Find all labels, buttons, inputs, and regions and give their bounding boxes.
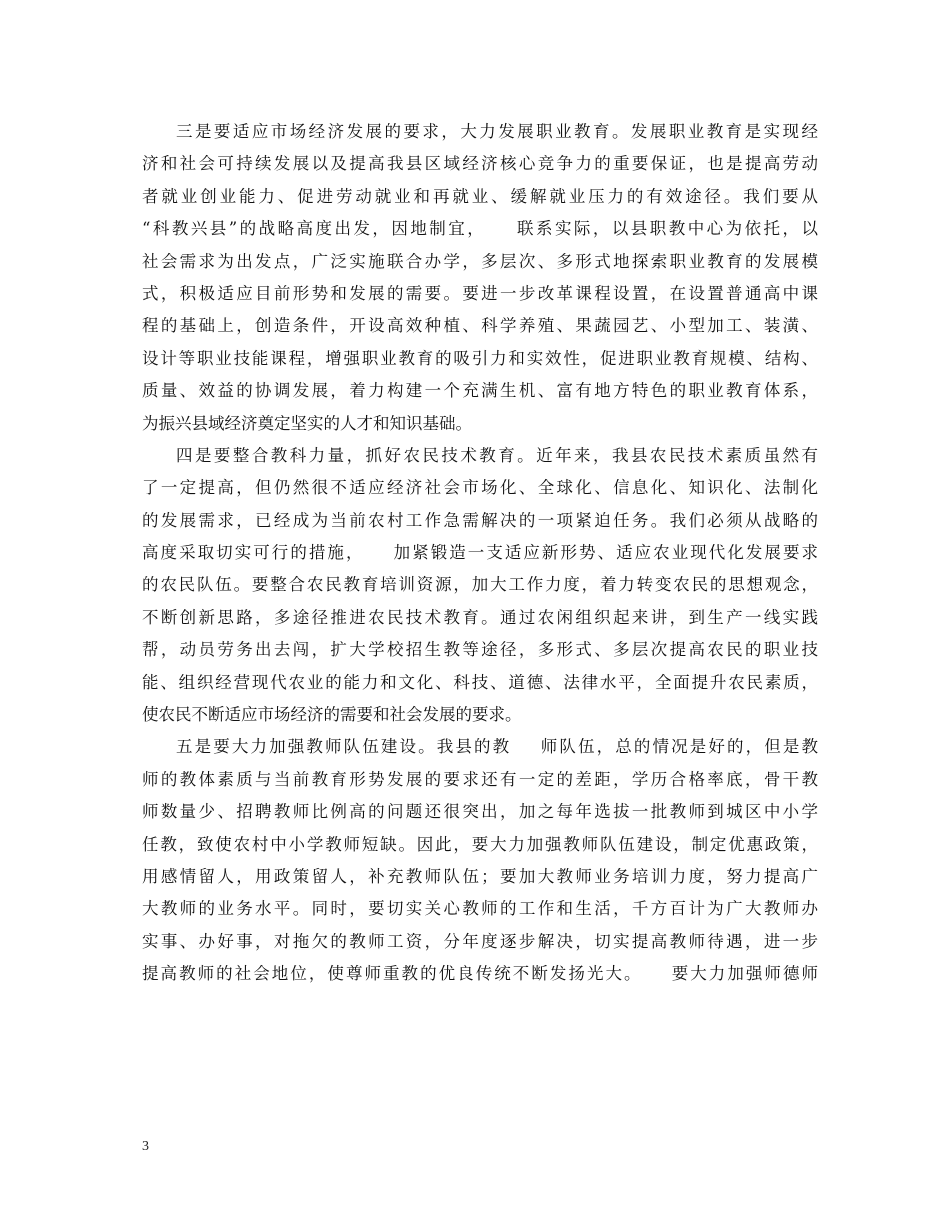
text-line: 师的教体素质与当前教育形势发展的要求还有一定的差距，学历合格率底，骨干教 bbox=[142, 769, 818, 789]
paragraph-teacher-team bbox=[142, 731, 818, 990]
text-line: 五是要大力加强教师队伍建设。我县的教 师队伍，总的情况是好的，但是教 bbox=[176, 737, 818, 757]
text-line: 帮，动员劳务出去闯，扩大学校招生教等途径，多形式、多层次提高农民的职业技 bbox=[142, 640, 818, 660]
text-line: 的农民队伍。要整合农民教育培训资源，加大工作力度，着力转变农民的思想观念， bbox=[142, 575, 818, 595]
text-line: 三是要适应市场经济发展的要求，大力发展职业教育。发展职业教育是实现经 bbox=[176, 122, 818, 141]
text-line: “科教兴县”的战略高度出发，因地制宜， 联系实际，以县职教中心为依托，以 bbox=[142, 219, 818, 239]
text-line: 能、组织经营现代农业的能力和文化、科技、道德、法律水平，全面提升农民素质， bbox=[142, 672, 818, 692]
text-line: 设计等职业技能课程，增强职业教育的吸引力和实效性，促进职业教育规模、结构、 bbox=[142, 348, 818, 368]
text-line: 用感情留人，用政策留人，补充教师队伍；要加大教师业务培训力度，努力提高广 bbox=[142, 866, 818, 886]
text-line: 了一定提高，但仍然很不适应经济社会市场化、全球化、信息化、知识化、法制化 bbox=[142, 478, 818, 498]
text-line: 者就业创业能力、促进劳动就业和再就业、缓解就业压力的有效途径。我们要从 bbox=[142, 186, 818, 206]
text-line: 不断创新思路，多途径推进农民技术教育。通过农闲组织起来讲，到生产一线实践 bbox=[142, 607, 818, 627]
text-line: 为振兴县域经济奠定坚实的人才和知识基础。 bbox=[142, 413, 472, 433]
text-line: 社会需求为出发点，广泛实施联合办学，多层次、多形式地探索职业教育的发展模 bbox=[142, 251, 818, 271]
text-line: 四是要整合教科力量，抓好农民技术教育。近年来，我县农民技术素质虽然有 bbox=[176, 445, 818, 465]
page-number: 3 bbox=[142, 1139, 149, 1154]
text-line: 济和社会可持续发展以及提高我县区域经济核心竞争力的重要保证，也是提高劳动 bbox=[142, 154, 818, 174]
text-line: 实事、办好事，对拖欠的教师工资，分年度逐步解决，切实提高教师待遇，进一步 bbox=[142, 931, 818, 951]
text-line: 使农民不断适应市场经济的需要和社会发展的要求。 bbox=[142, 705, 522, 725]
text-line: 质量、效益的协调发展，着力构建一个充满生机、富有地方特色的职业教育体系， bbox=[142, 381, 818, 401]
text-line: 大教师的业务水平。同时，要切实关心教师的工作和生活，千方百计为广大教师办 bbox=[142, 899, 818, 919]
text-line: 提高教师的社会地位，使尊师重教的优良传统不断发扬光大。 要大力加强师德师 bbox=[142, 964, 818, 984]
text-line: 的发展需求，已经成为当前农村工作急需解决的一项紧迫任务。我们必须从战略的 bbox=[142, 510, 818, 530]
text-line: 高度采取切实可行的措施， 加紧锻造一支适应新形势、适应农业现代化发展要求 bbox=[142, 543, 818, 563]
text-line: 任教，致使农村中小学教师短缺。因此，要大力加强教师队伍建设，制定优惠政策， bbox=[142, 834, 818, 854]
text-line: 式，积极适应目前形势和发展的需要。要进一步改革课程设置，在设置普通高中课 bbox=[142, 283, 818, 303]
paragraph-vocational-education bbox=[142, 116, 818, 440]
document-body bbox=[142, 116, 818, 991]
text-line: 程的基础上，创造条件，开设高效种植、科学养殖、果蔬园艺、小型加工、装潢、 bbox=[142, 316, 818, 336]
text-line: 师数量少、招聘教师比例高的问题还很突出，加之每年选拔一批教师到城区中小学 bbox=[142, 802, 818, 822]
paragraph-farmer-education bbox=[142, 440, 818, 732]
